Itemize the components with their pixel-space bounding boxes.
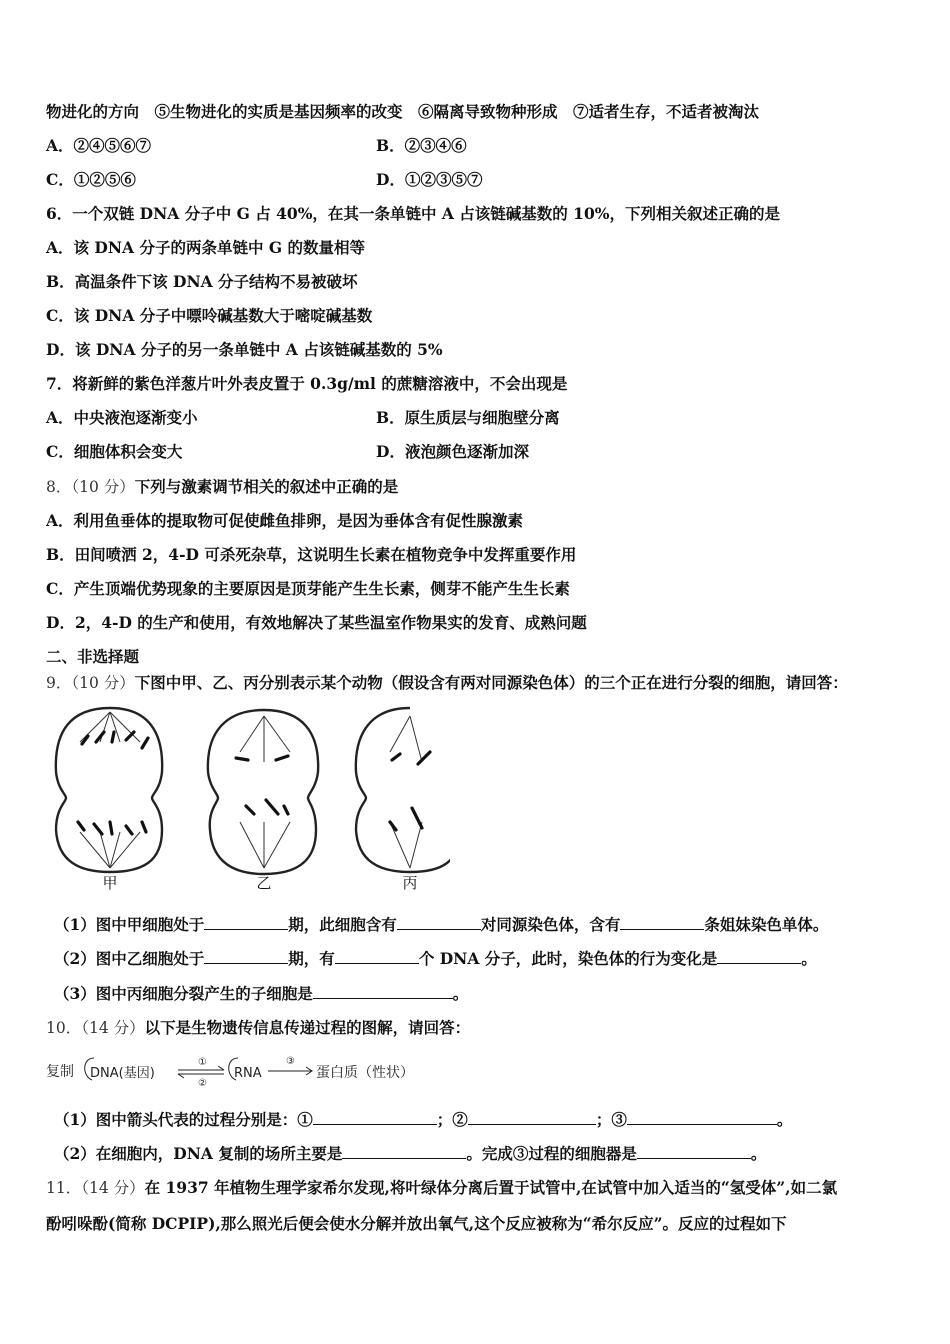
q10-blank-4[interactable] [342,1143,466,1159]
cell-jia-outline [56,708,162,872]
q9-sub3-part1: （3）图中丙细胞分裂产生的子细胞是 [54,984,313,1003]
q9-blank-4[interactable] [204,948,288,964]
cell-label-bing: 丙 [402,874,418,892]
q10-sub1-part2: ；② [436,1110,468,1129]
q10-sub1-part3: ；③ [595,1110,627,1129]
q10-sub1 [54,1109,792,1130]
flow-circle-1: ① [198,1057,207,1068]
q10-blank-3[interactable] [627,1109,777,1125]
q9-blank-7[interactable] [313,983,453,999]
flow-protein: 蛋白质（性状） [316,1065,414,1081]
flow-replication: 复制 [46,1064,74,1080]
q7-stem: 7．将新鲜的紫色洋葱片叶外表皮置于 0.3g/ml 的蔗糖溶液中，不会出现是 [46,374,568,393]
q9-sub2-part4: 。 [801,949,817,968]
cell-label-jia: 甲 [102,874,118,892]
q5-option-c: C．①②⑤⑥ [46,170,136,189]
q9-sub1-part1: （1）图中甲细胞处于 [54,915,205,934]
q9-sub3-part2: 。 [452,984,469,1003]
q9-blank-6[interactable] [717,948,801,964]
q8-option-a: A．利用鱼垂体的提取物可促使雌鱼排卵，是因为垂体含有促性腺激素 [46,511,524,530]
q9-sub1-part4: 条姐妹染色单体。 [704,915,829,934]
q11-line1-text: 在 1937 年植物生理学家希尔发现,将叶绿体分离后置于试管中,在试管中加入适当的“氢受体”,如二氯 [144,1178,838,1197]
cell-yi-outline [208,710,318,874]
q11-line1 [46,1178,837,1198]
q8-option-d: D．2，4-D 的生产和使用，有效地解决了某些温室作物果实的发育、成熟问题 [46,613,587,632]
q9-blank-5[interactable] [335,948,419,964]
q9-sub1-part2: 期，此细胞含有 [288,915,397,934]
q5-option-d: D．①②③⑤⑦ [376,170,483,189]
q6-option-a: A．该 DNA 分子的两条单链中 G 的数量相等 [46,238,365,257]
q9-sub2-part1: （2）图中乙细胞处于 [54,949,205,968]
cell-division-figure [50,702,450,892]
q10-sub1-part4: 。 [776,1110,793,1129]
q9-stem-text: 下图中甲、乙、丙分别表示某个动物（假设含有两对同源染色体）的三个正在进行分裂的细胞，请回答： [134,673,848,692]
q9-sub2 [54,948,817,969]
q10-blank-2[interactable] [468,1109,596,1125]
q7-option-c: C．细胞体积会变大 [46,442,183,461]
q6-option-c: C．该 DNA 分子中嘌呤碱基数大于嘧啶碱基数 [46,306,373,325]
flow-dna: DNA(基因) [90,1066,155,1081]
q7-option-d: D．液泡颜色逐渐加深 [376,442,529,461]
q9-stem [46,673,848,693]
q5-option-b: B．②③④⑥ [376,136,467,155]
flow-circle-3: ③ [286,1056,295,1067]
q10-sub1-part1: （1）图中箭头代表的过程分别是：① [54,1110,313,1129]
q5-option-a: A．②④⑤⑥⑦ [46,136,152,155]
q9-sub1-part3: 对同源染色体，含有 [480,915,621,934]
q9-sub2-part2: 期，有 [288,949,335,968]
q10-sub2-part1: （2）在细胞内，DNA 复制的场所主要是 [54,1144,343,1163]
q9-number: 9．（10 分） [46,674,135,692]
q8-stem [46,477,398,497]
q10-stem-text: 以下是生物遗传信息传递过程的图解，请回答： [144,1018,471,1037]
q9-sub3 [54,983,468,1004]
q8-number: 8．（10 分） [46,478,135,496]
cell-label-yi: 乙 [256,874,272,892]
q9-blank-1[interactable] [204,914,288,930]
q7-option-b: B．原生质层与细胞壁分离 [376,408,560,427]
q6-stem: 6．一个双链 DNA 分子中 G 占 40%，在其一条单链中 A 占该链碱基数的 10%，下列相关叙述正确的是 [46,204,780,223]
q9-sub1 [54,914,828,935]
info-flow-diagram [46,1050,466,1090]
q10-blank-1[interactable] [313,1109,437,1125]
q7-option-a: A．中央液泡逐渐变小 [46,408,198,427]
q8-stem-text: 下列与激素调节相关的叙述中正确的是 [134,477,399,496]
q5-tail: 物进化的方向 ⑤生物进化的实质是基因频率的改变 ⑥隔离导致物种形成 ⑦适者生存，不适者被淘汰 [46,102,760,121]
q11-number: 11．（14 分） [46,1179,145,1197]
q10-blank-5[interactable] [637,1143,751,1159]
q9-blank-2[interactable] [397,914,481,930]
q10-stem [46,1018,470,1038]
q8-option-c: C．产生顶端优势现象的主要原因是顶芽能产生生长素，侧芽不能产生生长素 [46,579,570,598]
cell-bing-outline [356,708,450,872]
q10-number: 10．（14 分） [46,1019,145,1037]
flow-rna: RNA [234,1066,262,1081]
q6-option-b: B．高温条件下该 DNA 分子结构不易被破坏 [46,272,358,291]
q9-blank-3[interactable] [620,914,704,930]
q6-option-d: D．该 DNA 分子的另一条单链中 A 占该链碱基数的 5% [46,340,443,359]
q10-sub2-part3: 。 [750,1144,767,1163]
rna-to-protein-arrow [268,1067,312,1075]
flow-circle-2: ② [198,1078,207,1089]
section-heading: 二、非选择题 [46,647,140,666]
q10-sub2-part2: 。完成③过程的细胞器是 [466,1144,637,1163]
q9-sub2-part3: 个 DNA 分子，此时，染色体的行为变化是 [418,949,718,968]
q8-option-b: B．田间喷洒 2，4-D 可杀死杂草，这说明生长素在植物竞争中发挥重要作用 [46,545,577,564]
q11-line2: 酚吲哚酚(简称 DCPIP),那么照光后便会使水分解并放出氧气,这个反应被称为“希尔反应”。反应的过程如下 [46,1214,787,1233]
q10-sub2 [54,1143,766,1164]
